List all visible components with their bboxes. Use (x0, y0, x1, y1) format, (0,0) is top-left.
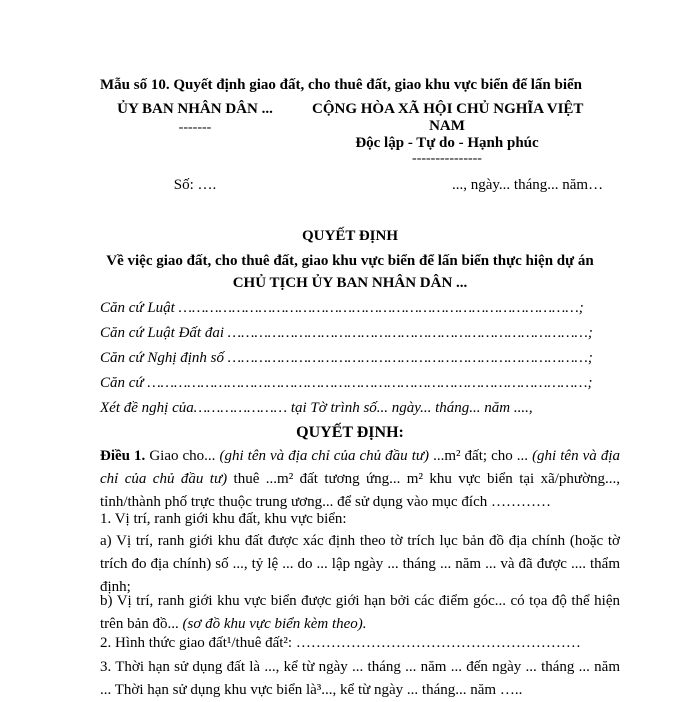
legal-basis-other: Căn cứ ………………………………………………………………………………………; (100, 375, 593, 391)
agency-separator: ------- (178, 120, 212, 135)
motto-separator: --------------- (412, 151, 482, 166)
item-1b-sea-boundary: b) Vị trí, ranh giới khu vực biển được giới hạn bởi các điểm góc... có tọa độ thể hiện trên bản đồ... (sơ đồ khu vực biển kèm theo). (100, 593, 620, 632)
issue-date: ..., ngày... tháng... năm… (452, 177, 604, 193)
decision-title: QUYẾT ĐỊNH (302, 228, 398, 244)
legal-basis-law: Căn cứ Luật ………………………………………………………………………………; (100, 300, 584, 316)
article-1-label: Điều 1. (100, 448, 146, 464)
decision-subject: Về việc giao đất, cho thuê đất, giao khu vực biển để lấn biển thực hiện dự án (106, 253, 594, 269)
agency-name: ỦY BAN NHÂN DÂN ... (117, 101, 273, 117)
proposal-consideration: Xét đề nghị của………………… tại Tờ trình số... ngày... tháng... năm ...., (100, 400, 533, 416)
national-motto: Độc lập - Tự do - Hạnh phúc (355, 135, 539, 151)
item-1a-land-boundary: a) Vị trí, ranh giới khu đất được xác định theo tờ trích lục bản đồ địa chính (hoặc tờ trích đo địa chính) số ..., tỷ lệ ... do ... lập ngày ... tháng ... năm ... và đã được .... thẩm định; (100, 533, 620, 595)
national-name-line2: NAM (429, 118, 465, 134)
decides-heading: QUYẾT ĐỊNH: (296, 424, 404, 441)
item-1-location: 1. Vị trí, ranh giới khu đất, khu vực biển: (100, 511, 347, 527)
legal-basis-land-law: Căn cứ Luật Đất đai ………………………………………………………………………; (100, 325, 593, 341)
item-2-allocation-form: 2. Hình thức giao đất¹/thuê đất²: ………………………………………………… (100, 635, 581, 651)
article-1: Điều 1. Giao cho... (ghi tên và địa chỉ của chủ đầu tư) ...m² đất; cho ... (ghi tên và địa chỉ của chủ đầu tư) thuê ...m² đất tương ứng... m² khu vực biển tại xã/phường..., tỉnh/thành phố trực thuộc trung ương... để sử dụng vào mục đích ………… (100, 448, 620, 510)
issuer-title: CHỦ TỊCH ỦY BAN NHÂN DÂN ... (232, 275, 468, 291)
document-number: Số: …. (173, 177, 217, 193)
item-3-duration: 3. Thời hạn sử dụng đất là ..., kể từ ngày ... tháng ... năm ... đến ngày ... tháng ... năm ... Thời hạn sử dụng khu vực biển là³..., kể từ ngày ... tháng... năm ….. (100, 659, 620, 698)
legal-basis-decree: Căn cứ Nghị định số ………………………………………………………………………; (100, 350, 593, 366)
national-name-line1: CỘNG HÒA XÃ HỘI CHỦ NGHĨA VIỆT (312, 101, 584, 117)
template-title: Mẫu số 10. Quyết định giao đất, cho thuê đất, giao khu vực biển để lấn biển (100, 77, 583, 93)
